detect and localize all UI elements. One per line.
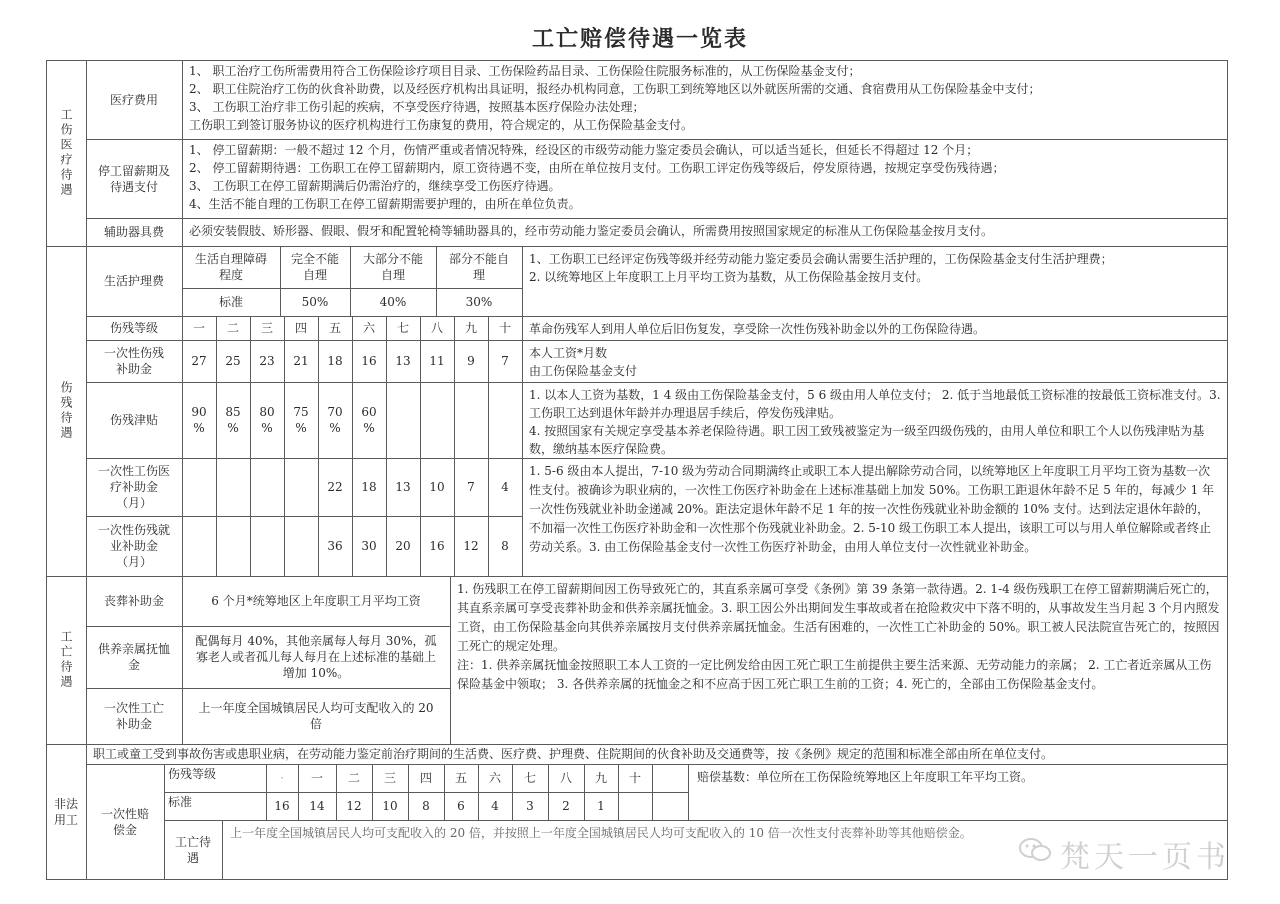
employment-subsidy-value: 12 bbox=[463, 539, 479, 553]
nursing-v2: 40% bbox=[379, 295, 407, 309]
grade-level: 五 bbox=[328, 321, 341, 335]
benefits-table bbox=[46, 60, 1228, 880]
medical-content bbox=[183, 60, 1227, 139]
medical-line: 工伤职工到签订服务协议的医疗机构进行工伤康复的费用，符合规定的，从工伤保险基金支付。 bbox=[189, 118, 694, 132]
illegal-level: 二 bbox=[347, 771, 360, 785]
death-lump-label: 一次性工亡补助金 bbox=[103, 701, 164, 731]
illegal-value: 8 bbox=[422, 799, 430, 813]
allowance-label: 伤残津贴 bbox=[109, 413, 158, 427]
section-illegal: 非法用工 bbox=[53, 797, 78, 827]
section-death: 工亡待遇 bbox=[59, 630, 73, 690]
illegal-value: 6 bbox=[457, 799, 465, 813]
employment-subsidy-value: 16 bbox=[429, 539, 445, 553]
illegal-level: 三 bbox=[383, 771, 396, 785]
allowance-note: 1. 以本人工资为基数，1 4 级由工伤保险基金支付，5 6 级由用人单位支付； 2. 低于当地最低工资标准的按最低工资标准支付。3. 工伤职工达到退休年龄并办理退居手续后，停发伤残津贴。 bbox=[529, 388, 1221, 420]
grade-note: 革命伤残军人到用人单位后旧伤复发，享受除一次性伤残补助金以外的工伤保险待遇。 bbox=[529, 322, 986, 336]
stop-work-line: 1、 停工留薪期：一般不超过 12 个月，伤情严重或者情况特殊，经设区的市级劳动能力鉴定委员会确认，可以适当延长，但延长不得超过 12 个月； bbox=[189, 143, 979, 157]
section-disability: 伤残待遇 bbox=[59, 381, 73, 441]
funeral-text: 6 个月*统筹地区上年度职工月平均工资 bbox=[211, 594, 421, 608]
employment-subsidy-value: 20 bbox=[395, 539, 411, 553]
lump-sum-label: 一次性伤残补助金 bbox=[103, 346, 164, 376]
page-title: 工亡赔偿待遇一览表 bbox=[531, 26, 748, 52]
death-note: 1. 伤残职工在停工留薪期间因工伤导致死亡的，其直系亲属可享受《条例》第 39 条第一款待遇。2. 1-4 级伤残职工在停工留薪期满后死亡的，其直系亲属可享受丧葬补助金和供养亲属抚恤金。3. 职工因公外出期间发生事故或者在抢险救灾中下落不明的，从事故发生当月起 3 个月内照发工资，由工伤保险基金向其供养亲属按月支付供养亲属抚恤金。生活有困难的，一次性工亡补助金的 50%。职工被人民法院宣告死亡的，按照因工死亡的规定处理。 bbox=[457, 582, 1220, 653]
lump-sum-value: 16 bbox=[361, 354, 377, 368]
illegal-std-label: 标准 bbox=[168, 795, 193, 809]
grade-level: 十 bbox=[498, 321, 511, 335]
nursing-h1: 生活自理障碍程度 bbox=[194, 252, 267, 282]
nursing-label: 生活护理费 bbox=[103, 274, 164, 288]
allowance-value: 80 % bbox=[259, 405, 275, 435]
aids-content: 必须安装假肢、矫形器、假眼、假牙和配置轮椅等辅助器具的，经市劳动能力鉴定委员会确认，所需费用按照国家规定的标准从工伤保险基金按月支付。 bbox=[189, 224, 994, 238]
lump-sum-value: 11 bbox=[429, 354, 445, 368]
allowance-value: 90 % bbox=[191, 405, 207, 435]
lump-sum-value: 23 bbox=[259, 354, 275, 368]
lump-sum-value: 18 bbox=[327, 354, 343, 368]
medical-subsidy-value: 4 bbox=[501, 480, 509, 494]
aids-label: 辅助器具费 bbox=[103, 225, 164, 239]
nursing-h4: 部分不能自理 bbox=[448, 252, 509, 282]
stop-work-content bbox=[183, 139, 1227, 218]
medical-label: 医疗费用 bbox=[109, 92, 158, 107]
illegal-value: 2 bbox=[562, 799, 570, 813]
medical-subsidy-label: 一次性工伤医疗补助金（月） bbox=[98, 464, 171, 510]
nursing-h3: 大部分不能自理 bbox=[362, 252, 423, 282]
death-lump-text: 上一年度全国城镇居民人均可支配收入的 20 倍 bbox=[198, 701, 434, 731]
wechat-icon bbox=[1018, 836, 1052, 864]
medical-subsidy-value: 22 bbox=[327, 480, 343, 494]
illegal-comp-label: 一次性赔偿金 bbox=[100, 807, 149, 837]
illegal-level: 十 bbox=[628, 771, 641, 785]
employment-subsidy-value: 30 bbox=[361, 539, 377, 553]
illegal-death-text: 上一年度全国城镇居民人均可支配收入的 20 倍，并按照上一年度全国城镇居民人均可支配收入的 10 倍一次性支付丧葬补助等其他赔偿金。 bbox=[230, 826, 972, 840]
illegal-level: 八 bbox=[559, 771, 572, 785]
stop-work-line: 4、生活不能自理的工伤职工在停工留薪期需要护理的，由所在单位负责。 bbox=[189, 197, 581, 211]
illegal-level: 七 bbox=[523, 771, 536, 785]
employment-subsidy-value: 36 bbox=[327, 539, 343, 553]
lump-sum-note: 本人工资*月数 bbox=[529, 346, 608, 360]
death-notes bbox=[451, 578, 1227, 744]
employment-subsidy-label: 一次性伤残就业补助金（月） bbox=[98, 523, 171, 569]
medical-subsidy-value: 18 bbox=[361, 480, 377, 494]
lump-sum-value: 9 bbox=[467, 354, 475, 368]
illegal-death-label: 工亡待遇 bbox=[174, 835, 211, 865]
lump-sum-value: 13 bbox=[395, 354, 411, 368]
medical-subsidy-value: 10 bbox=[429, 480, 445, 494]
medical-line: 2、 职工住院治疗工伤的伙食补助费，以及经医疗机构出具证明，报经办机构同意，工伤职工到统筹地区以外就医所需的交通、食宿费用从工伤保险基金中支付； bbox=[189, 82, 1041, 96]
illegal-value: 3 bbox=[526, 799, 534, 813]
illegal-level: 六 bbox=[488, 771, 501, 785]
nursing-v1: 50% bbox=[301, 295, 329, 309]
grade-label: 伤残等级 bbox=[109, 321, 158, 335]
funeral-label: 丧葬补助金 bbox=[103, 594, 164, 608]
allowance-value: 60 % bbox=[361, 405, 377, 435]
lump-sum-value: 27 bbox=[191, 354, 207, 368]
illegal-value: 12 bbox=[346, 799, 362, 813]
nursing-h2: 完全不能自理 bbox=[290, 252, 339, 282]
death-note: 注：1. 供养亲属抚恤金按照职工本人工资的一定比例发给由因工死亡职工生前提供主要生活来源、无劳动能力的亲属； 2. 工亡者近亲属从工伤保险基金中领取； 3. 各供养亲属的抚恤金之和不应高于因工死亡职工生前的工资；4. 死亡的，全部由工伤保险基金支付。 bbox=[457, 658, 1212, 691]
medical-subsidy-value: 7 bbox=[467, 480, 475, 494]
illegal-level: 四 bbox=[419, 771, 432, 785]
lump-sum-value: 25 bbox=[225, 354, 241, 368]
illegal-level: 五 bbox=[454, 771, 467, 785]
grade-level: 四 bbox=[294, 321, 307, 335]
nursing-notes bbox=[523, 248, 1227, 316]
medical-subsidy-value: 13 bbox=[395, 480, 411, 494]
subsidy-notes: 1. 5-6 级由本人提出，7-10 级为劳动合同期满终止或职工本人提出解除劳动合同，以统筹地区上年度职工月平均工资为基数一次性支付。被确诊为职业病的，一次性工伤医疗补助金在上述标准基础上加发 50%。工伤职工距退休年龄不足 5 年的，每减少 1 年一次性伤残就业补助金递减 20%。距法定退休年龄不足 1 年的按一次性伤残就业补助金额的 10% 支付。达到法定退休年龄的，不加福一次性工伤医疗补助金和一次性那个伤残就业补助金。2. 5-10 级工伤职工本人提出，该职工可以与用人单位解除或者终止劳动关系。3. 由工伤保险基金支付一次性工伤医疗补助金，由用人单位支付一次性就业补助金。 bbox=[529, 464, 1215, 554]
allowance-value: 85 % bbox=[225, 405, 241, 435]
illegal-value: 4 bbox=[491, 799, 499, 813]
nursing-note: 1、工伤职工已经评定伤残等级并经劳动能力鉴定委员会确认需要生活护理的，工伤保险基金支付生活护理费； bbox=[529, 252, 1113, 266]
employment-subsidy-value: 8 bbox=[501, 539, 509, 553]
illegal-value: 16 bbox=[274, 799, 290, 813]
illegal-value: 10 bbox=[382, 799, 398, 813]
grade-level: 九 bbox=[464, 321, 477, 335]
stop-work-line: 2、 停工留薪期待遇：工伤职工在停工留薪期内，原工资待遇不变，由所在单位按月支付。工伤职工评定伤残等级后，停发原待遇，按规定享受伤残待遇； bbox=[189, 161, 1005, 175]
stop-work-line: 3、 工伤职工在停工留薪期满后仍需治疗的，继续享受工伤医疗待遇。 bbox=[189, 179, 561, 193]
lump-sum-note: 由工伤保险基金支付 bbox=[529, 364, 638, 378]
medical-line: 1、 职工治疗工伤所需费用符合工伤保险诊疗项目目录、工伤保险药品目录、工伤保险住院服务标准的，从工伤保险基金支付； bbox=[189, 64, 861, 78]
dependents-text: 配偶每月 40%，其他亲属每人每月 30%，孤寡老人或者孤儿每人每月在上述标准的基础上增加 10%。 bbox=[195, 634, 437, 680]
lump-sum-value: 7 bbox=[501, 354, 509, 368]
illegal-level: 一 bbox=[310, 771, 323, 785]
allowance-value: 75 % bbox=[293, 405, 309, 435]
illegal-base-note: 赔偿基数：单位所在工伤保险统筹地区上年度职工年平均工资。 bbox=[697, 770, 1034, 784]
lump-sum-value: 21 bbox=[293, 354, 309, 368]
illegal-top-text: 职工或童工受到事故伤害或患职业病，在劳动能力鉴定前治疗期间的生活费、医疗费、护理费、住院期间的伙食补助及交通费等，按《条例》规定的范围和标准全部由所在单位支付。 bbox=[93, 747, 1054, 761]
illegal-level: 九 bbox=[594, 771, 607, 785]
allowance-notes bbox=[523, 384, 1227, 458]
grade-level: 三 bbox=[260, 321, 273, 335]
section-injury-medical: 工伤医疗待遇 bbox=[59, 108, 73, 198]
grade-level: 七 bbox=[396, 321, 409, 335]
watermark: 梵天一页书 bbox=[1060, 840, 1230, 875]
allowance-value: 70 % bbox=[327, 405, 343, 435]
nursing-v3: 30% bbox=[465, 295, 493, 309]
medical-line: 3、 工伤职工治疗非工伤引起的疾病，不享受医疗待遇，按照基本医疗保险办法处理； bbox=[189, 100, 645, 114]
nursing-note: 2. 以统筹地区上年度职工上月平均工资为基数，从工伤保险基金按月支付。 bbox=[529, 270, 929, 284]
grade-level: 六 bbox=[362, 321, 375, 335]
lump-sum-notes bbox=[523, 342, 1227, 382]
illegal-level-blank: · bbox=[280, 771, 284, 785]
grade-level: 八 bbox=[430, 321, 443, 335]
stop-work-label: 停工留薪期及待遇支付 bbox=[97, 163, 170, 194]
nursing-std-label: 标准 bbox=[218, 295, 243, 309]
dependents-label: 供养亲属抚恤金 bbox=[98, 642, 171, 672]
grade-level: 一 bbox=[192, 321, 205, 335]
allowance-note: 4. 按照国家有关规定享受基本养老保险待遇。职工因工致残被鉴定为一级至四级伤残的，由用人单位和职工个人以伤残津贴为基数，缴纳基本医疗保险费。 bbox=[529, 424, 1205, 456]
illegal-grade-label: 伤残等级 bbox=[168, 767, 217, 781]
illegal-value: 14 bbox=[309, 799, 325, 813]
illegal-value: 1 bbox=[597, 799, 605, 813]
grade-level: 二 bbox=[226, 321, 239, 335]
